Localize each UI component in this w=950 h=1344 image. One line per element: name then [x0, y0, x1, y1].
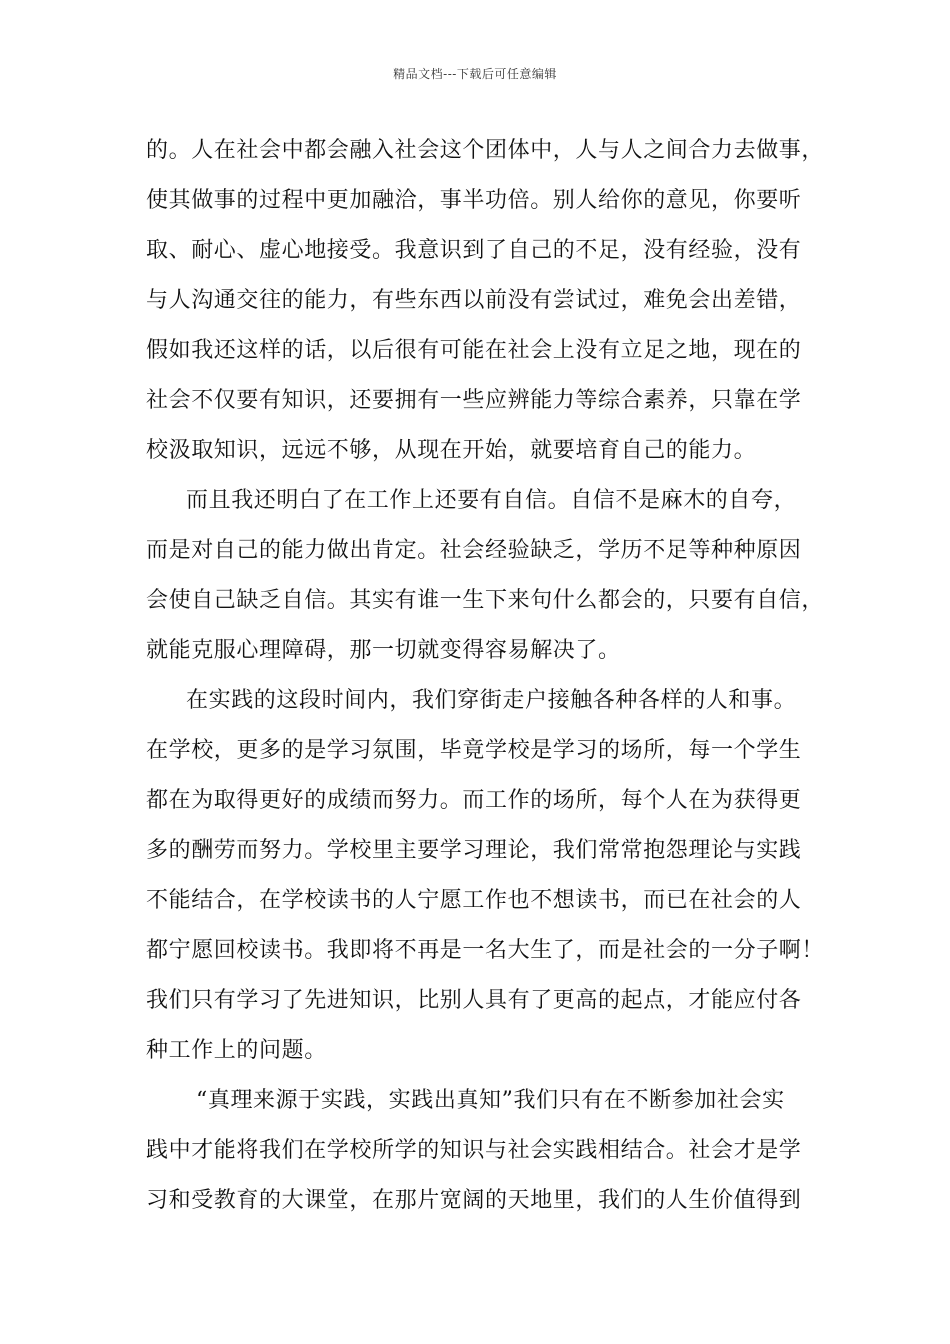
- paragraph-start-line: 而且我还明白了在工作上还要有自信。自信不是麻木的自夸，: [186, 488, 797, 513]
- text-line: 都宁愿回校读书。我即将不再是一名大生了，而是社会的一分子啊！: [146, 938, 825, 963]
- text-line: 使其做事的过程中更加融洽，事半功倍。别人给你的意见，你要听: [146, 188, 802, 213]
- text-line: 在学校，更多的是学习氛围，毕竟学校是学习的场所，每一个学生: [146, 738, 802, 763]
- text-line: 而是对自己的能力做出肯定。社会经验缺乏，学历不足等种种原因: [146, 538, 802, 563]
- text-line: 假如我还这样的话，以后很有可能在社会上没有立足之地，现在的: [146, 338, 802, 363]
- text-line: 我们只有学习了先进知识，比别人具有了更高的起点，才能应付各: [146, 988, 802, 1013]
- text-line: 与人沟通交往的能力，有些东西以前没有尝试过，难免会出差错，: [146, 288, 802, 313]
- text-line: 都在为取得更好的成绩而努力。而工作的场所，每个人在为获得更: [146, 788, 802, 813]
- text-line: 会使自己缺乏自信。其实有谁一生下来句什么都会的，只要有自信，: [146, 588, 825, 613]
- paragraph-start-line: 在实践的这段时间内，我们穿街走户接触各种各样的人和事。: [186, 688, 797, 713]
- text-line: 的。人在社会中都会融入社会这个团体中，人与人之间合力去做事，: [146, 138, 825, 163]
- text-line: 就能克服心理障碍，那一切就变得容易解决了。: [146, 638, 621, 663]
- body-text: [146, 126, 825, 1226]
- text-line: 习和受教育的大课堂，在那片宽阔的天地里，我们的人生价值得到: [146, 1188, 802, 1213]
- text-line: 不能结合，在学校读书的人宁愿工作也不想读书，而已在社会的人: [146, 888, 802, 913]
- text-line: 取、耐心、虚心地接受。我意识到了自己的不足，没有经验，没有: [146, 238, 802, 263]
- text-line: 校汲取知识，远远不够，从现在开始，就要培育自己的能力。: [146, 438, 757, 463]
- page-header: 精品文档---下载后可任意编辑: [393, 67, 557, 81]
- text-line: 践中才能将我们在学校所学的知识与社会实践相结合。社会才是学: [146, 1138, 802, 1163]
- text-line: 社会不仅要有知识，还要拥有一些应辨能力等综合素养，只靠在学: [146, 388, 802, 413]
- text-line: 种工作上的问题。: [146, 1038, 327, 1063]
- paragraph-start-line: “真理来源于实践，实践出真知”我们只有在不断参加社会实: [196, 1088, 785, 1113]
- text-line: 多的酬劳而努力。学校里主要学习理论，我们常常抱怨理论与实践: [146, 838, 802, 863]
